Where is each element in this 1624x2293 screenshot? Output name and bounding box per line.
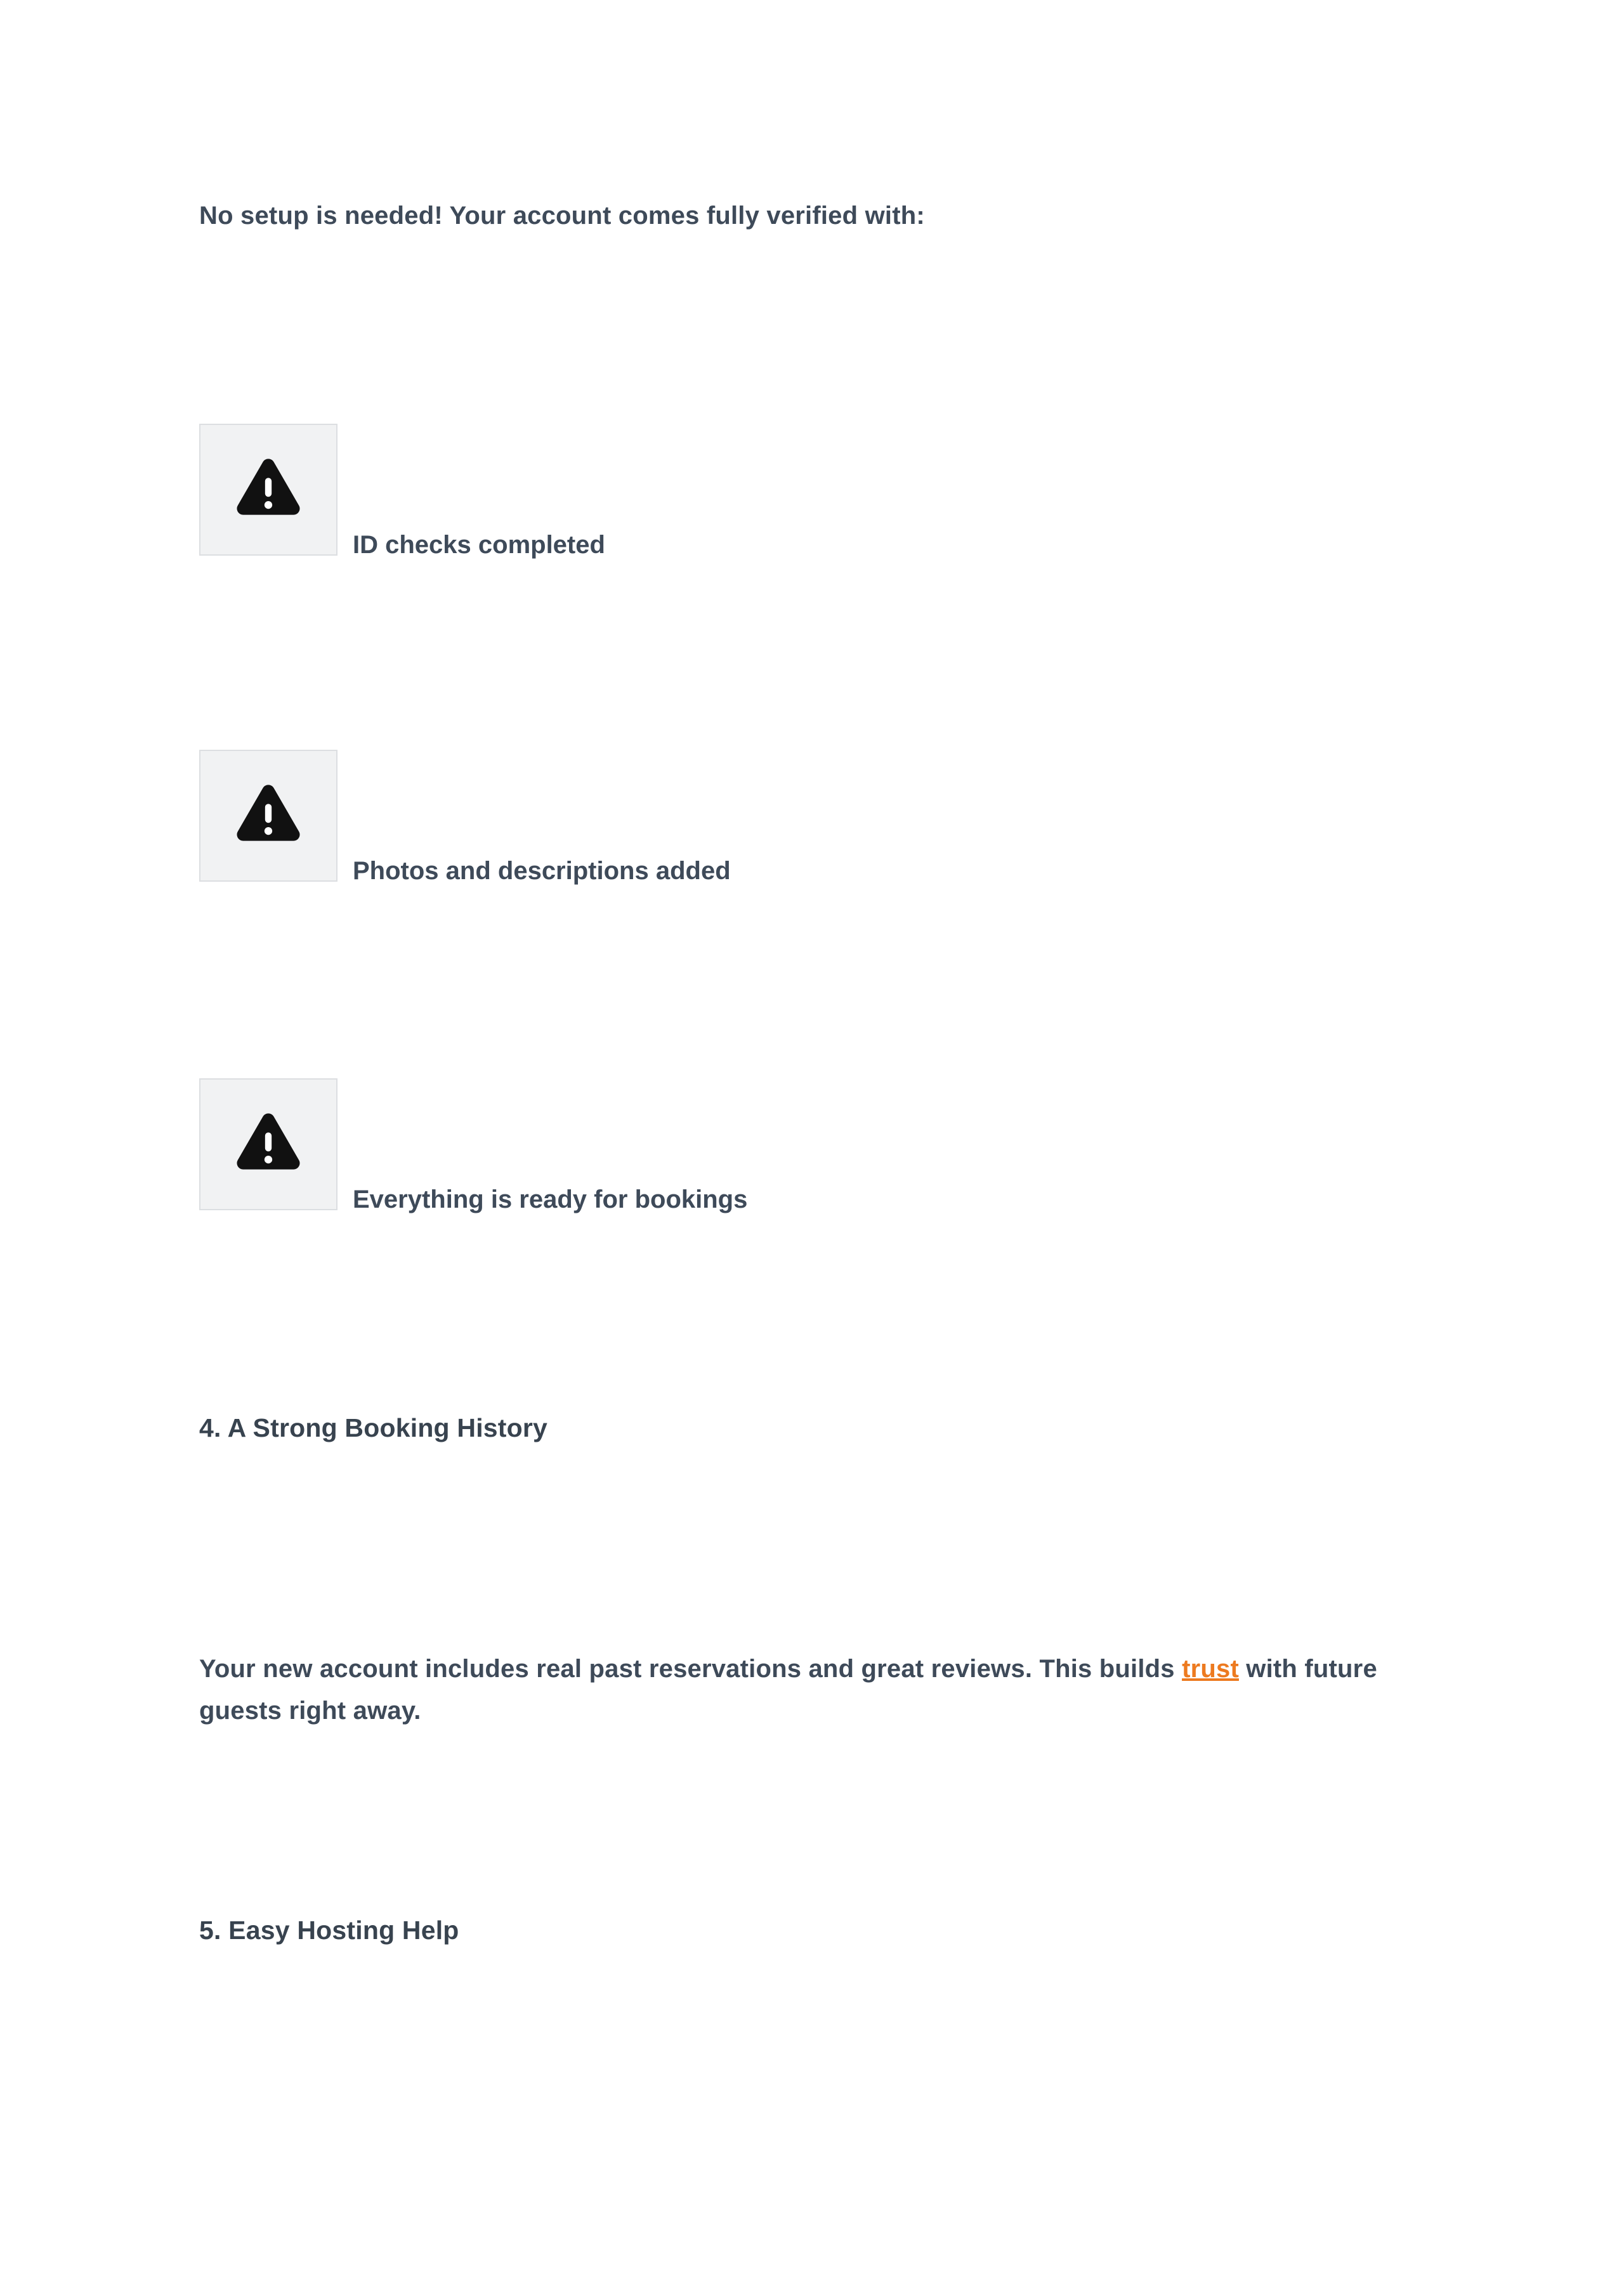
- checklist-item-label: Photos and descriptions added: [353, 857, 731, 885]
- section-heading-booking-history: 4. A Strong Booking History: [199, 1413, 548, 1442]
- paragraph-text-after: with future guests right away.: [199, 1655, 1377, 1725]
- intro-heading: No setup is needed! Your account comes fully verified with:: [199, 202, 925, 230]
- warning-icon: [231, 452, 306, 527]
- checklist-item: [199, 1078, 748, 1213]
- image-placeholder-box: [199, 750, 337, 882]
- checklist-item: [199, 424, 605, 559]
- checklist-item-label: ID checks completed: [353, 531, 605, 559]
- checklist-item-label: Everything is ready for bookings: [353, 1186, 748, 1213]
- warning-icon: [231, 778, 306, 853]
- checklist-item: [199, 750, 731, 885]
- warning-icon: [231, 1107, 306, 1182]
- trust-link[interactable]: trust: [1182, 1655, 1239, 1683]
- section-heading-hosting-help: 5. Easy Hosting Help: [199, 1916, 459, 1945]
- image-placeholder-box: [199, 424, 337, 556]
- paragraph-text-before: Your new account includes real past reservations and great reviews. This builds: [199, 1655, 1182, 1683]
- body-paragraph: [199, 1648, 1430, 1732]
- image-placeholder-box: [199, 1078, 337, 1210]
